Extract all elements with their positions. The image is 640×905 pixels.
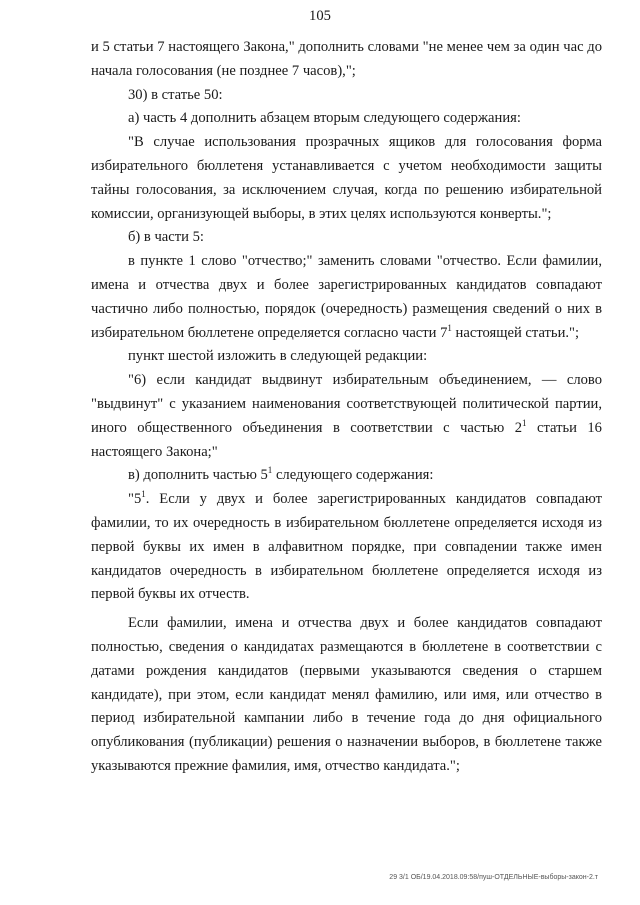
document-body <box>91 36 602 779</box>
text-run: статьи 16 настоящего Закона;" <box>91 419 602 460</box>
text-run: б) в части 5: <box>128 229 204 246</box>
text-run: следующего содержания: <box>272 467 434 484</box>
paragraph-4 <box>91 131 602 226</box>
superscript: 1 <box>447 322 452 333</box>
text-run: "6) если кандидат выдвинут избирательным объединением, — слово "выдвинут" с указанием наименования соответствующей политической партии, иного общественного объединения в соответствии с частью 2 <box>91 372 602 436</box>
paragraph-9 <box>91 464 602 488</box>
paragraph-2 <box>91 84 602 108</box>
text-run: в пункте 1 слово "отчество;" заменить словами "отчество. Если фамилии, имена и отчества двух и более зарегистрированных кандидатов совпадают частично либо полностью, порядок (очередность) размещения сведений о них в избирательном бюллетене определяется согласно части 7 <box>91 253 602 341</box>
footer-file-stamp: 29 3/1 ОБ/19.04.2018.09:58/пуш-ОТДЕЛЬНЫЕ-выборы-закон-2.т <box>389 874 598 881</box>
superscript: 1 <box>141 489 146 500</box>
text-run: а) часть 4 дополнить абзацем вторым следующего содержания: <box>128 110 521 127</box>
paragraph-7 <box>91 345 602 369</box>
paragraph-3 <box>91 107 602 131</box>
text-run: пункт шестой изложить в следующей редакции: <box>128 348 428 365</box>
paragraph-1 <box>91 36 602 84</box>
paragraph-10 <box>91 488 602 607</box>
text-run: в) дополнить частью 5 <box>128 467 268 484</box>
paragraph-6 <box>91 250 602 345</box>
text-run: Если фамилии, имена и отчества двух и более кандидатов совпадают полностью, сведения о кандидатах размещаются в бюллетене в соответствии с датами рождения кандидатов (первыми указываются сведения о старшем кандидате), при этом, если кандидат менял фамилию, или имя, или отчество в период избирательной кампании либо в течение года до дня официального опубликования (публикации) решения о назначении выборов, в бюллетене также указываются прежние фамилия, имя, отчество кандидата."; <box>91 615 602 774</box>
paragraph-11 <box>91 612 602 779</box>
text-run: "В случае использования прозрачных ящиков для голосования форма избирательного бюллетеня устанавливается с учетом необходимости защиты тайны голосования, за исключением случая, когда по решению избирательной комиссии, организующей выборы, в этих целях используются конверты."; <box>91 134 602 222</box>
paragraph-8 <box>91 369 602 464</box>
superscript: 1 <box>522 417 527 428</box>
text-run: настоящей статьи."; <box>451 324 580 341</box>
text-run: и 5 статьи 7 настоящего Закона," дополнить словами "не менее чем за один час до начала голосования (не позднее 7 часов),"; <box>91 39 602 79</box>
paragraph-5 <box>91 226 602 250</box>
text-run: . Если у двух и более зарегистрированных кандидатов совпадают фамилии, то их очередность в избирательном бюллетене определяется исходя из первой буквы их имен в алфавитном порядке, при совпадении также имен кандидатов очередность в избирательном бюллетене определяется исходя из первой буквы их отчеств. <box>91 491 602 603</box>
text-run: "5 <box>128 491 142 508</box>
superscript: 1 <box>267 465 273 476</box>
page-number: 105 <box>309 8 331 24</box>
text-run: 30) в статье 50: <box>128 86 223 103</box>
